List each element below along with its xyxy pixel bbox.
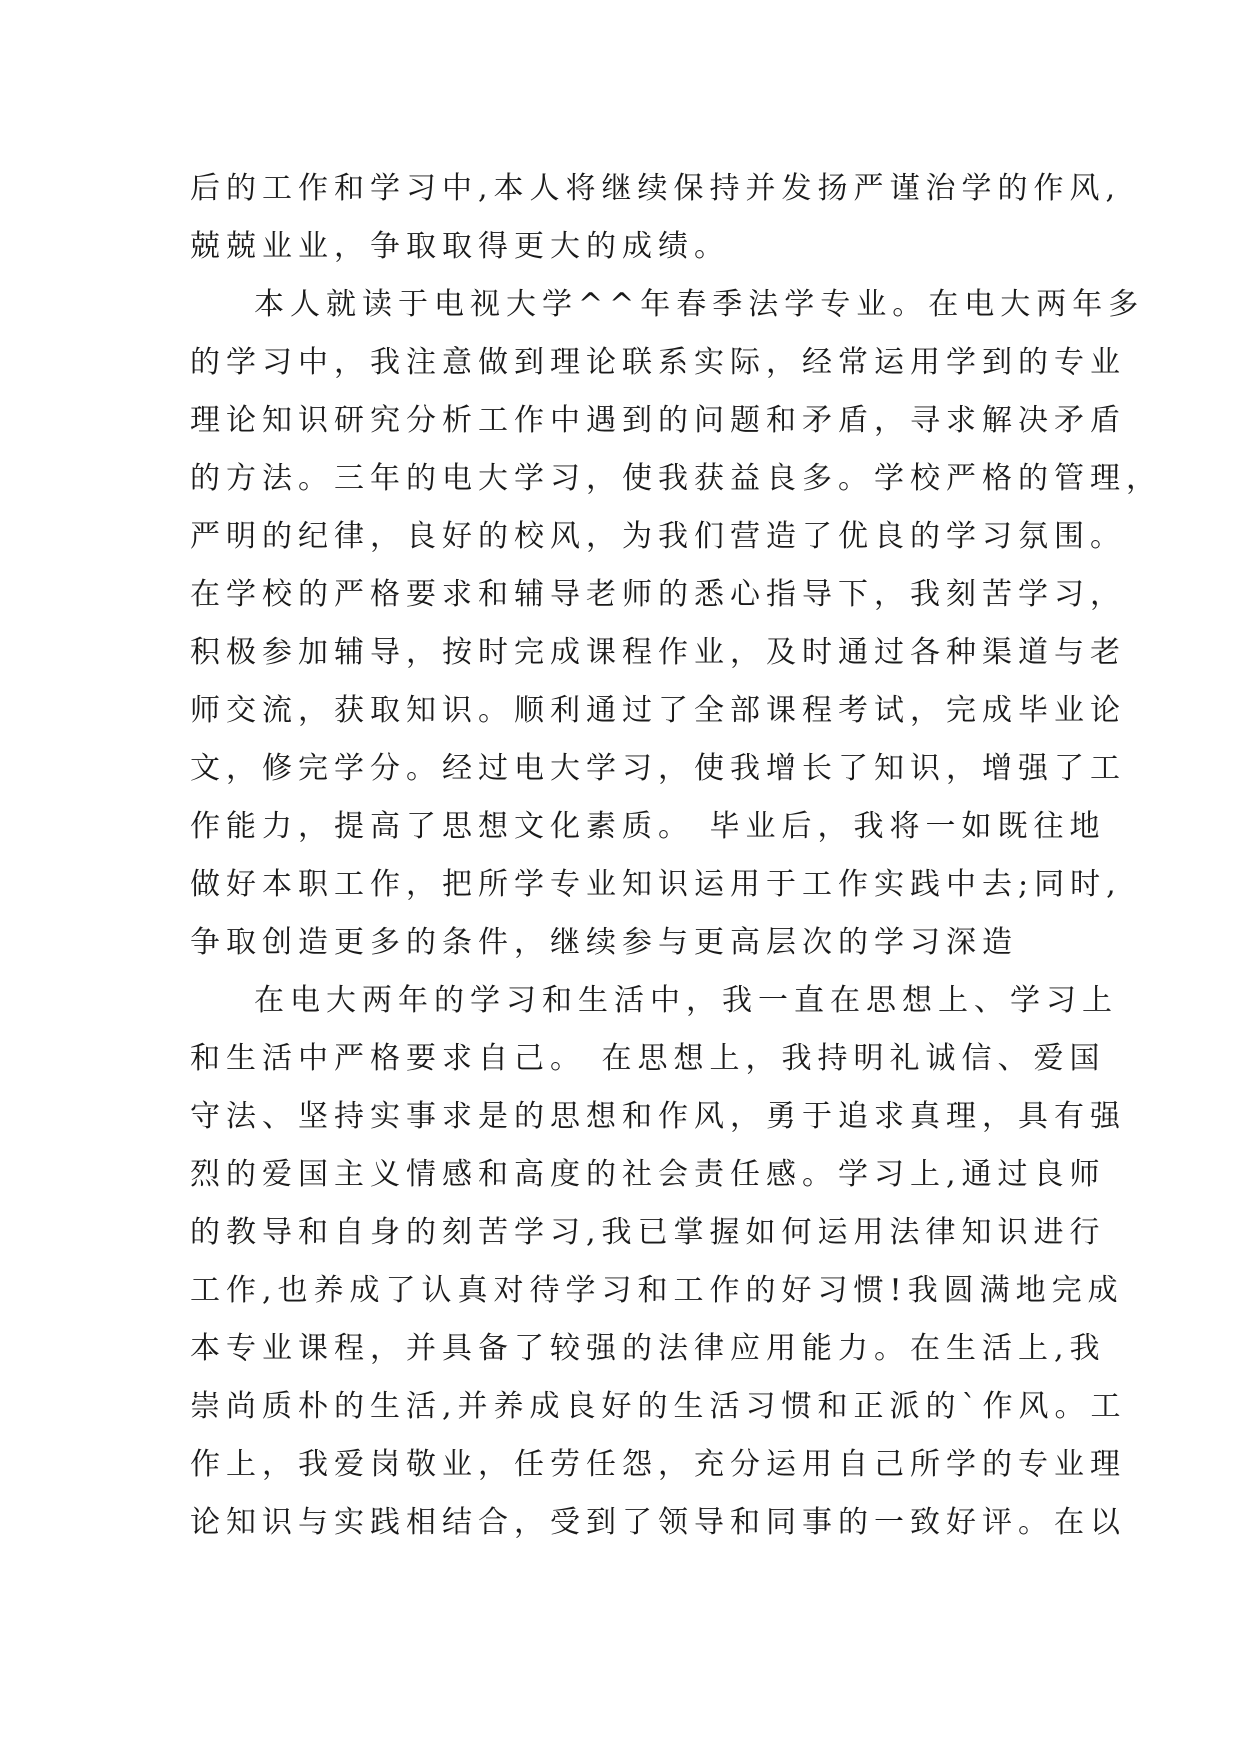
text-line: 做好本职工作，把所学专业知识运用于工作实践中去;同时, xyxy=(190,867,1122,902)
paragraph xyxy=(190,276,1162,972)
text-line: 积极参加辅导，按时完成课程作业，及时通过各种渠道与老 xyxy=(190,635,1126,670)
text-line: 的教导和自身的刻苦学习,我已掌握如何运用法律知识进行 xyxy=(190,1215,1106,1250)
text-line: 的学习中，我注意做到理论联系实际，经常运用学到的专业 xyxy=(190,345,1126,380)
text-line: 工作,也养成了认真对待学习和工作的好习惯!我圆满地完成 xyxy=(190,1273,1124,1308)
text-line: 本专业课程，并具备了较强的法律应用能力。在生活上,我 xyxy=(190,1331,1106,1366)
text-line: 作能力，提高了思想文化素质。 毕业后，我将一如既往地 xyxy=(190,809,1106,844)
text-line: 的方法。三年的电大学习，使我获益良多。学校严格的管理， xyxy=(190,461,1162,496)
text-line: 理论知识研究分析工作中遇到的问题和矛盾，寻求解决矛盾 xyxy=(190,403,1126,438)
text-line: 烈的爱国主义情感和高度的社会责任感。学习上,通过良师 xyxy=(190,1157,1106,1192)
text-line: 文，修完学分。经过电大学习，使我增长了知识，增强了工 xyxy=(190,751,1126,786)
text-line: 作上，我爱岗敬业，任劳任怨，充分运用自己所学的专业理 xyxy=(190,1447,1126,1482)
text-line: 师交流，获取知识。顺利通过了全部课程考试，完成毕业论 xyxy=(190,693,1126,728)
body-text xyxy=(190,160,1162,1552)
text-line: 本人就读于电视大学^^年春季法学专业。在电大两年多 xyxy=(254,287,1145,322)
text-line: 兢兢业业，争取取得更大的成绩。 xyxy=(190,229,730,264)
text-line: 后的工作和学习中,本人将继续保持并发扬严谨治学的作风, xyxy=(190,171,1122,206)
text-line: 在学校的严格要求和辅导老师的悉心指导下，我刻苦学习， xyxy=(190,577,1126,612)
text-line: 争取创造更多的条件，继续参与更高层次的学习深造 xyxy=(190,925,1018,960)
text-line: 守法、坚持实事求是的思想和作风，勇于追求真理，具有强 xyxy=(190,1099,1126,1134)
text-line: 崇尚质朴的生活,并养成良好的生活习惯和正派的`作风。工 xyxy=(190,1389,1127,1424)
paragraph xyxy=(190,972,1127,1552)
text-line: 严明的纪律，良好的校风，为我们营造了优良的学习氛围。 xyxy=(190,519,1126,554)
paragraph xyxy=(190,160,1122,276)
text-line: 在电大两年的学习和生活中，我一直在思想上、学习上 xyxy=(254,983,1118,1018)
text-line: 和生活中严格要求自己。 在思想上，我持明礼诚信、爱国 xyxy=(190,1041,1106,1076)
text-line: 论知识与实践相结合，受到了领导和同事的一致好评。在以 xyxy=(190,1505,1126,1540)
